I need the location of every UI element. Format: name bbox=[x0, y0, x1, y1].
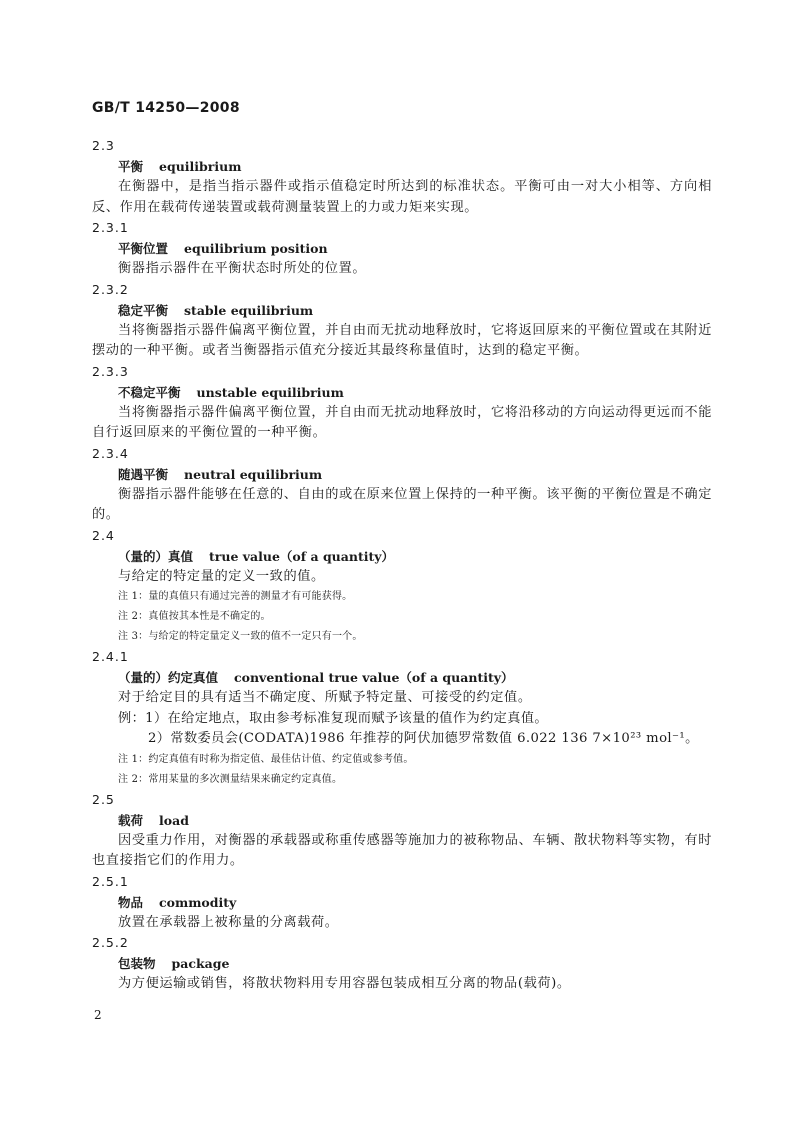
entry-definition: 放置在承载器上被称量的分离载荷。 bbox=[118, 914, 339, 930]
entry-term bbox=[92, 382, 712, 403]
entry-number: 2.3.1 bbox=[92, 220, 129, 235]
entry-definition: 为方便运输或销售，将散状物料用专用容器包装成相互分离的物品(载荷)。 bbox=[118, 976, 571, 991]
entry-2-3-1 bbox=[92, 218, 712, 280]
term-zh: 稳定平衡 bbox=[118, 302, 169, 318]
entry-2-3-3 bbox=[92, 362, 712, 444]
term-en: package bbox=[171, 956, 230, 971]
term-en: load bbox=[159, 812, 189, 828]
entry-number: 2.3.2 bbox=[92, 281, 129, 297]
entry-definition: 当将衡器指示器件偏离平衡位置，并自由而无扰动地释放时，它将沿移动的方向运动得更远而不能自行返回原来的平衡位置的一种平衡。 bbox=[92, 404, 712, 440]
entry-term bbox=[92, 667, 712, 688]
entry-definition: 衡器指示器件在平衡状态时所处的位置。 bbox=[118, 261, 367, 276]
term-zh: 平衡 bbox=[118, 159, 144, 174]
entry-number: 2.3.4 bbox=[92, 445, 129, 461]
entry-term bbox=[92, 953, 712, 974]
entry-2-5 bbox=[92, 790, 712, 872]
entry-term bbox=[92, 892, 712, 913]
term-zh: 包装物 bbox=[118, 956, 156, 971]
term-en: equilibrium bbox=[159, 159, 242, 174]
entry-term bbox=[92, 156, 712, 177]
entry-2-5-1 bbox=[92, 872, 712, 934]
entry-2-4-1 bbox=[92, 647, 712, 790]
term-zh: （量的）真值 bbox=[118, 548, 194, 564]
entry-definition: 当将衡器指示器件偏离平衡位置，并自由而无扰动地释放时，它将返回原来的平衡位置或在其附近摆动的一种平衡。或者当衡器指示值充分接近其最终称量值时，达到的稳定平衡。 bbox=[92, 322, 712, 358]
entry-term bbox=[92, 546, 712, 567]
entry-2-5-2 bbox=[92, 933, 712, 995]
entry-definition: 衡器指示器件能够在任意的、自由的或在原来位置上保持的一种平衡。该平衡的平衡位置是不确定的。 bbox=[92, 486, 712, 522]
term-zh: 不稳定平衡 bbox=[118, 384, 181, 400]
entry-number: 2.3.3 bbox=[92, 363, 129, 379]
page-number: 2 bbox=[94, 1008, 102, 1022]
entry-term bbox=[92, 810, 712, 831]
entry-number: 2.4 bbox=[92, 527, 115, 543]
entry-number: 2.5.1 bbox=[92, 873, 129, 889]
term-en: commodity bbox=[159, 894, 237, 910]
term-zh: （量的）约定真值 bbox=[118, 670, 219, 685]
entry-definition: 因受重力作用，对衡器的承载器或称重传感器等施加力的被称物品、车辆、散状物料等实物，有时也直接指它们的作用力。 bbox=[92, 832, 712, 868]
term-zh: 随遇平衡 bbox=[118, 466, 169, 482]
entry-number: 2.5 bbox=[92, 791, 115, 807]
entry-term bbox=[92, 300, 712, 321]
term-zh: 物品 bbox=[118, 894, 144, 910]
term-zh: 载荷 bbox=[118, 812, 144, 828]
entry-note: 注 3：与给定的特定量定义一致的值不一定只有一个。 bbox=[118, 631, 363, 642]
entry-definition: 与给定的特定量的定义一致的值。 bbox=[118, 568, 325, 584]
entry-note: 注 1：约定真值有时称为指定值、最佳估计值、约定值或参考值。 bbox=[118, 753, 414, 765]
entry-term bbox=[92, 238, 712, 259]
term-en: unstable equilibrium bbox=[196, 384, 344, 400]
term-en: conventional true value（of a quantity） bbox=[234, 670, 514, 685]
standard-number-header: GB/T 14250—2008 bbox=[92, 100, 240, 116]
entry-2-3 bbox=[92, 136, 712, 218]
term-en: true value（of a quantity） bbox=[209, 548, 395, 564]
entry-note: 注 1：量的真值只有通过完善的测量才有可能获得。 bbox=[118, 591, 353, 602]
term-en: equilibrium position bbox=[184, 241, 328, 256]
entry-number: 2.5.2 bbox=[92, 935, 129, 950]
entry-number: 2.4.1 bbox=[92, 649, 129, 664]
term-zh: 平衡位置 bbox=[118, 241, 169, 256]
entry-2-4 bbox=[92, 526, 712, 648]
entry-term bbox=[92, 464, 712, 485]
entry-example: 例：1）在给定地点，取由参考标准复现而赋予该量的值作为约定真值。 bbox=[118, 710, 548, 726]
entry-2-3-4 bbox=[92, 444, 712, 526]
entry-note: 注 2：真值按其本性是不确定的。 bbox=[118, 611, 271, 622]
entry-number: 2.3 bbox=[92, 138, 115, 153]
term-en: stable equilibrium bbox=[184, 302, 314, 318]
entry-definition: 在衡器中，是指当指示器件或指示值稳定时所达到的标准状态。平衡可由一对大小相等、方向相反、作用在载荷传递装置或载荷测量装置上的力或力矩来实现。 bbox=[92, 179, 712, 215]
entry-example: 2）常数委员会(CODATA)1986 年推荐的阿伏加德罗常数值 6.022 136 7×10²³ mol⁻¹。 bbox=[148, 731, 699, 746]
entry-definition: 对于给定目的具有适当不确定度、所赋予特定量、可接受的约定值。 bbox=[118, 690, 532, 705]
entry-2-3-2 bbox=[92, 280, 712, 362]
term-en: neutral equilibrium bbox=[184, 466, 323, 482]
entry-note: 注 2：常用某量的多次测量结果来确定约定真值。 bbox=[118, 773, 343, 785]
document-body bbox=[92, 136, 712, 995]
